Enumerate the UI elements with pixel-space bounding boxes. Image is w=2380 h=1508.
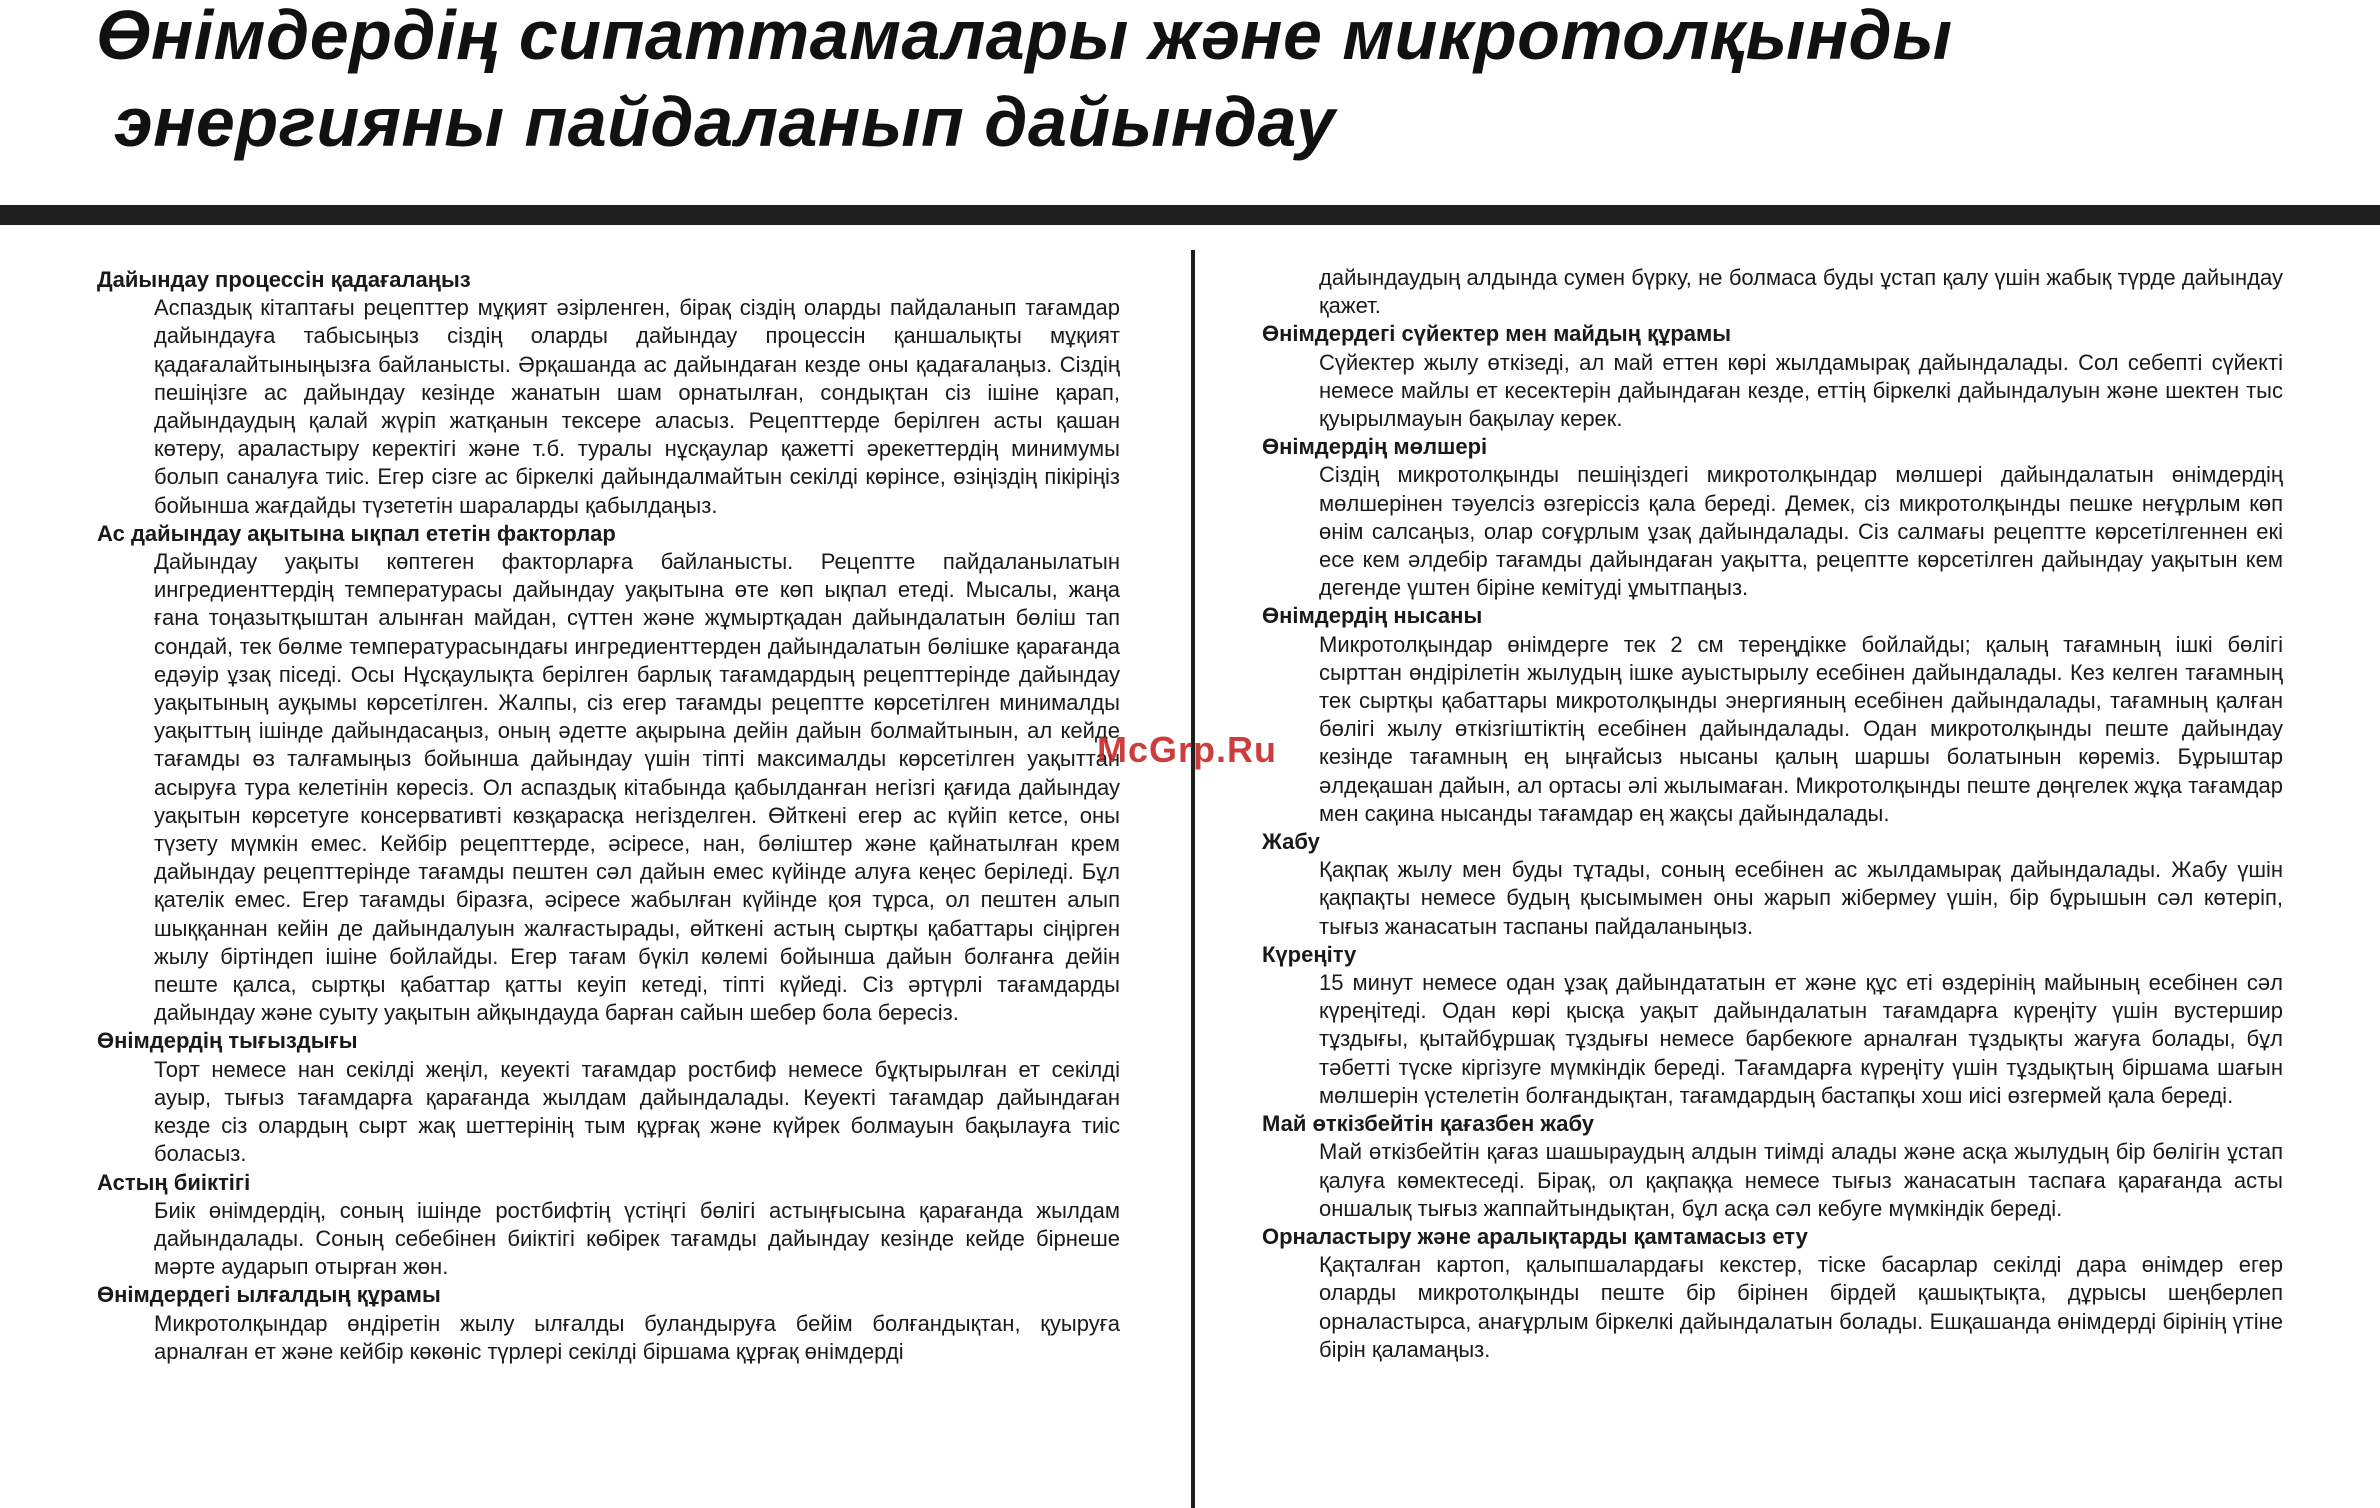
column-divider <box>1191 250 1195 1508</box>
section-heading: Астың биіктігі <box>97 1169 251 1195</box>
section-body: Микротолқындар өнімдерге тек 2 см тереңдікке бойлайды; қалың тағамның ішкі бөлігі сырттан өндірілетін жылудың ішке ауыстырылу есебінен дайындалады. Кез келген тағамның тек сыртқы қабаттары микротолқынды энергияның есебінен дайындалады, тағамның қалған бөлігі жылу өткізгіштіктің есебінен дайындалады. Одан микротолқынды пеште дайындау кезінде тағамның ең ыңғайсыз нысаны қалың шаршы болатынын көреміз. Бұрыштар әлдеқашан дайын, ал ортасы әлі жылымаған. Микротолқынды пеште дөңгелек жұқа тағамдар мен сақина нысанды тағамдар ең жақсы дайындалады. <box>1319 631 2283 826</box>
section-body: Сүйектер жылу өткізеді, ал май еттен көрі жылдамырақ дайындалады. Сол себепті сүйекті немесе майлы ет кесектерін дайындаған кезде, еттің біркелкі дайындалуын және шектен тыс қуырылмауын бақылау керек. <box>1319 349 2283 432</box>
section-body: Қақталған картоп, қалыпшалардағы кекстер, тіске басарлар секілді дара өнімдер егер оларды микротолқынды пеште бір бірінен бірдей қашықтықта, дұрысы шеңберлеп орналастырса, анағұрлым біркелкі дайындалатын болады. Ешқашанда өнімдерді бірінің үтіне бірін қаламаңыз. <box>1319 1252 2283 1362</box>
continued-text: дайындаудың алдында сумен бүрку, не болмаса буды ұстап қалу үшін жабық түрде дайындау қажет. <box>1319 265 2283 319</box>
right-column <box>1262 264 2283 1364</box>
section-body: Дайындау уақыты көптеген факторларға байланысты. Рецептте пайдаланылатын ингредиенттердің температурасы дайындау уақытына өте көп ықпал етеді. Мысалы, жаңа ғана тоңазытқыштан алынған майдан, сүттен және жұмыртқадан дайындалатын бөліш тап сондай, тек бөлме температурасындағы ингредиенттерден дайындалатын бөлішке қарағанда едәуір ұзақ піседі. Осы Нұсқаулықта берілген барлық тағамдардың рецепттерінде дайындау уақытының ауқымы көрсетілген. Жалпы, сіз егер тағамды рецептте көрсетілген минималды уақыттың ішінде дайындасаңыз, оның әдетте ақырына дейін дайын болмайтынын, ал кейде тағамды өз талғамыңыз бойынша дайындау үшін тіпті максималды көрсетілген уақыттан асыруға тура келетінін көресіз. Ол аспаздық кітабында қабылданған негізгі қағида дайындау уақытын көрсетуге консервативті көзқарасқа негізделген. Өйткені егер ас күйіп кетсе, оны түзету мүмкін емес. Кейбір рецепттерде, әсіресе, нан, бөліштер және қайнатылған крем дайындау рецепттерінде тағамды пештен сәл дайын емес күйінде алуға кеңес беріледі. Бұл қателік емес. Егер тағамды біразға, әсіресе жабылған күйінде қоя тұрса, ол пештен алып шыққаннан кейін де дайындалуын жалғастырады, өйткені астың сыртқы қабаттары сіңірген жылу біртіндеп ішіне бойлайды. Егер тағам бүкіл көлемі бойынша дайын болғанға дейін пеште қалса, сыртқы қабаттар қатты кеуіп кетеді, тіпті күйеді. Сіз әртүрлі тағамдарды дайындау және суыту уақытын айқындауда барған сайын шебер бола бересіз. <box>154 549 1120 1026</box>
watermark: McGrp.Ru <box>1097 729 1278 770</box>
header-rule <box>0 205 2380 225</box>
section-body: Аспаздық кітаптағы рецепттер мұқият әзірленген, бірақ сіздің оларды пайдаланып тағамдар дайындауға табысыңыз сіздің оларды дайындау процессін қаншалықты мұқият қадағалайтыныңызға байланысты. Әрқашанда ас дайындаған кезде оны қадағалаңыз. Сіздің пешіңізге ас дайындау кезінде жанатын шам орнатылған, сондықтан сіз ішіне қарап, дайындаудың қалай жүріп жатқанын тексере аласыз. Рецепттерде берілген асты қашан көтеру, араластыру керектігі және т.б. туралы нұсқаулар қажетті әрекеттердің минимумы болып саналуға тиіс. Егер сізге ас біркелкі дайындалмайтын секілді көрінсе, өзіңіздің пікіріңіз бойынша жағдайды түзететін шараларды қабылдаңыз. <box>154 295 1120 518</box>
section-body: Май өткізбейтін қағаз шашыраудың алдын тиімді алады және асқа жылудың бір бөлігін ұстап қалуға көмектеседі. Бірақ, ол қақпаққа немесе тығыз жанасатын таспаға қарағанда асты оншалық тығыз жаппайтындықтан, бұл асқа сәл кебуге мүмкіндік береді. <box>1319 1139 2283 1221</box>
page-title <box>96 0 1953 166</box>
section-heading: Өнімдердің нысаны <box>1262 603 1483 629</box>
section-body: Торт немесе нан секілді жеңіл, кеуекті тағамдар ростбиф немесе бұқтырылған ет секілді ауыр, тығыз тағамдарға қарағанда жылдам дайындалады. Кеуекті тағамдар дайындаған кезде сіз олардың сырт жақ шеттерінің тым құрғақ және күйрек болмауын бақылауға тиіс боласыз. <box>154 1056 1120 1167</box>
section-heading: Жабу <box>1262 829 1320 855</box>
section-heading: Өнімдердегі сүйектер мен майдың құрамы <box>1262 321 1732 347</box>
title-line-2: энергияны пайдаланып дайындау <box>114 83 1336 161</box>
title-line-1: Өнімдердің сипаттамалары және микротолқынды <box>96 0 1953 74</box>
section-heading: Күреңіту <box>1262 941 1357 967</box>
section-body: Биік өнімдердің, соның ішінде ростбифтің үстіңгі бөлігі астыңғысына қарағанда жылдам дайындалады. Соның себебінен биіктігі көбірек тағамды дайындау кезінде кейде бірнеше мәрте аударып отырған жөн. <box>154 1197 1120 1280</box>
section-body: 15 минут немесе одан ұзақ дайындататын ет және құс еті өздерінің майының есебінен сәл күреңітеді. Одан көрі қысқа уақыт дайындалатын тағамдарға күреңіту үшін вустершир тұздығы, қытайбұршақ тұздығы немесе барбекюге арналған тұздықты жағуға болады, бұл тәбетті түске кіргізуге мүмкіндік береді. Тағамдарға күреңіту үшін тұздықтың біршама шағын мөлшерін үстелетін болғандықтан, тағамдардың бастапқы хош иісі өзгермей қала береді. <box>1319 970 2283 1108</box>
left-column <box>97 266 1120 1366</box>
section-body: Микротолқындар өндіретін жылу ылғалды буландыруға бейім болғандықтан, қуыруға арналған ет және кейбір көкөніс түрлері секілді біршама құрғақ өнімдерді <box>154 1310 1120 1364</box>
section-heading: Өнімдердегі ылғалдың құрамы <box>97 1282 441 1308</box>
section-body: Қақпақ жылу мен буды тұтады, соның есебінен ас жылдамырақ дайындалады. Жабу үшін қақпақты немесе будың қысымымен оны жарып жібермеу үшін, бір бұрышын сәл көтеріп, тығыз жанасатын таспаны пайдаланыңыз. <box>1319 857 2283 939</box>
section-heading: Май өткізбейтін қағазбен жабу <box>1262 1111 1594 1137</box>
section-heading: Орналастыру және аралықтарды қамтамасыз ету <box>1262 1223 1808 1249</box>
section-heading: Өнімдердің мөлшері <box>1262 434 1488 460</box>
section-heading: Өнімдердің тығыздығы <box>97 1028 358 1054</box>
section-heading: Ас дайындау ақытына ықпал ететін факторлар <box>97 520 616 546</box>
section-heading: Дайындау процессін қадағалаңыз <box>97 267 471 292</box>
section-body: Сіздің микротолқынды пешіңіздегі микротолқындар мөлшері дайындалатын өнімдердің мөлшерінен тәуелсіз өзгеріссіз қала береді. Демек, сіз микротолқынды пешке неғұрлым көп өнім салсаңыз, олар соғұрлым ұзақ дайындалады. Сіз салмағы рецептте көрсетілгеннен екі есе кем әлдебір тағамды дайындаған уақытта, рецептте көрсетілген дайындау уақытын кем дегенде үштен біріне кемітуді ұмытпаңыз. <box>1319 462 2283 601</box>
